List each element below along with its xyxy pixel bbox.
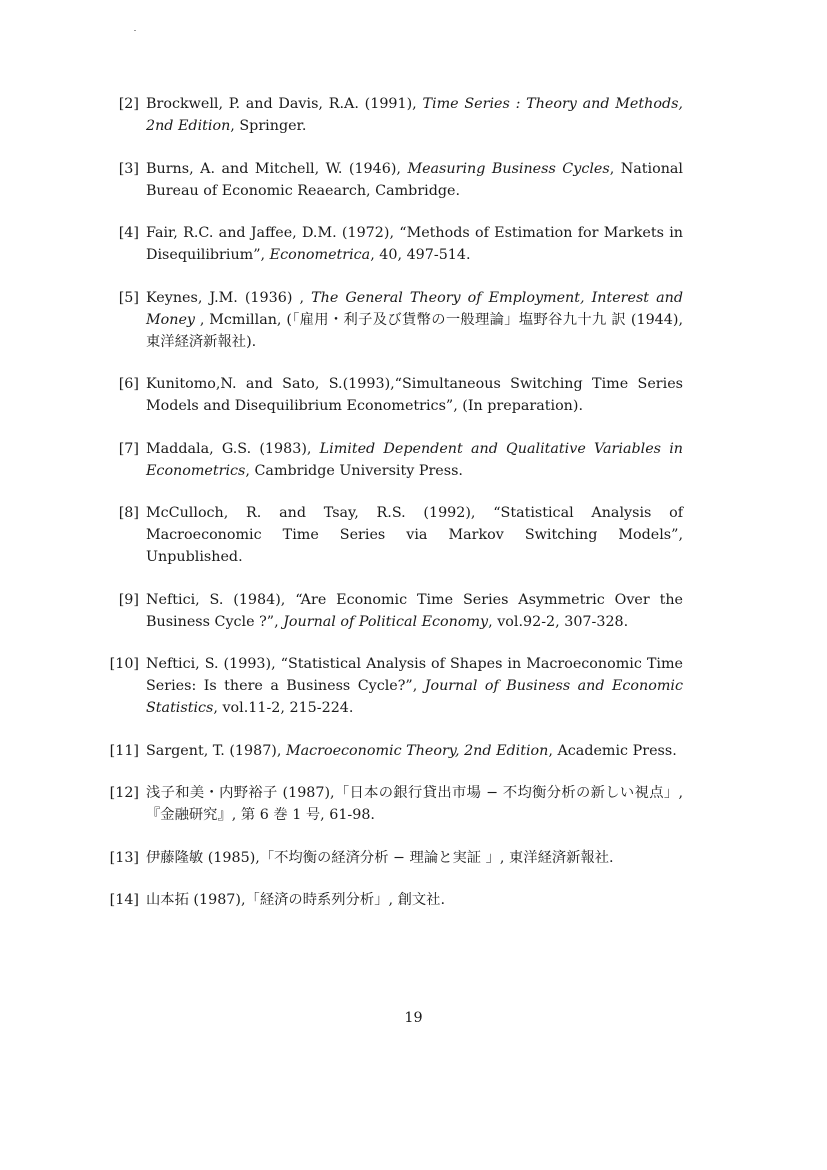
reference-text: McCulloch, R. and Tsay, R.S. (1992), “Statistical Analysis of Macroeconomic Time Series via Markov Switching Models”, Unpublished. bbox=[146, 505, 683, 565]
reference-text: , National Bureau of Economic Reaearch, Cambridge. bbox=[146, 160, 683, 199]
reference-title: The General Theory of Employment, Interest and Money bbox=[146, 289, 683, 328]
reference-item bbox=[108, 373, 683, 417]
reference-text: 伊藤隆敏 (1985),「不均衡の経済分析 − 理論と実証 」, 東洋経済新報社. bbox=[146, 849, 614, 866]
reference-item bbox=[108, 740, 683, 762]
reference-number: [10] bbox=[109, 656, 139, 672]
scan-speck bbox=[134, 30, 136, 31]
reference-text: Neftici, S. (1984), “Are Economic Time Series Asymmetric Over the Business Cycle ?”, bbox=[146, 591, 683, 630]
reference-number: [7] bbox=[118, 440, 139, 457]
reference-number: [8] bbox=[118, 505, 139, 521]
reference-text: , Springer. bbox=[230, 118, 307, 134]
reference-text: Sargent, T. (1987), bbox=[146, 742, 286, 759]
reference-item bbox=[108, 782, 683, 826]
reference-number: [4] bbox=[118, 225, 139, 241]
reference-item bbox=[108, 653, 683, 719]
reference-text: Keynes, J.M. (1936) , bbox=[146, 289, 312, 306]
reference-text: Kunitomo,N. and Sato, S.(1993),“Simultaneous Switching Time Series Models and Disequilibrium Econometrics”, (In preparation). bbox=[146, 376, 683, 414]
reference-title: Limited Dependent and Qualitative Variables in Econometrics bbox=[146, 440, 683, 479]
reference-title: Econometrica bbox=[269, 247, 371, 263]
reference-title: Journal of Political Economy bbox=[283, 613, 489, 630]
reference-number: [13] bbox=[109, 849, 139, 866]
reference-text: Fair, R.C. and Jaffee, D.M. (1972), “Methods of Estimation for Markets in Disequilibrium”, bbox=[146, 225, 683, 263]
reference-list bbox=[108, 93, 683, 932]
page-number: 19 bbox=[404, 1010, 423, 1026]
reference-number: [6] bbox=[118, 376, 139, 392]
reference-item bbox=[108, 589, 683, 633]
reference-number: [2] bbox=[118, 96, 139, 112]
reference-title: Measuring Business Cycles bbox=[407, 160, 610, 177]
reference-text: , Cambridge University Press. bbox=[245, 462, 463, 479]
reference-item bbox=[108, 287, 683, 353]
reference-number: [3] bbox=[118, 160, 139, 177]
reference-item bbox=[108, 158, 683, 202]
reference-text: , Academic Press. bbox=[548, 742, 677, 759]
reference-text: , Mcmillan, (「雇用・利子及び貨幣の一般理論」塩野谷九十九 訳 (1944), 東洋経済新報社). bbox=[146, 311, 683, 350]
reference-item bbox=[108, 438, 683, 482]
reference-text: , 40, 497-514. bbox=[370, 247, 471, 263]
reference-title: Journal of Business and Economic Statistics bbox=[146, 678, 683, 716]
reference-text: , vol.92-2, 307-328. bbox=[488, 613, 629, 630]
reference-title: Macroeconomic Theory, 2nd Edition bbox=[285, 742, 549, 759]
reference-item bbox=[108, 889, 683, 911]
reference-text: Neftici, S. (1993), “Statistical Analysis of Shapes in Macroeconomic Time Series: Is there a Business Cycle?”, bbox=[146, 656, 683, 694]
reference-text: 浅子和美・内野裕子 (1987),「日本の銀行貸出市場 − 不均衡分析の新しい視点」,『金融研究』, 第 6 巻 1 号, 61-98. bbox=[146, 785, 683, 823]
reference-text: Brockwell, P. and Davis, R.A. (1991), bbox=[146, 96, 423, 112]
reference-number: [12] bbox=[109, 785, 139, 801]
reference-number: [9] bbox=[118, 591, 139, 608]
reference-item bbox=[108, 502, 683, 568]
reference-title: Time Series : Theory and Methods, 2nd Edition bbox=[146, 96, 683, 134]
reference-text: , vol.11-2, 215-224. bbox=[213, 700, 354, 716]
reference-item bbox=[108, 222, 683, 266]
reference-item bbox=[108, 93, 683, 137]
reference-text: Burns, A. and Mitchell, W. (1946), bbox=[146, 160, 408, 177]
reference-text: 山本拓 (1987),「経済の時系列分析」, 創文社. bbox=[146, 892, 446, 908]
reference-number: [5] bbox=[118, 289, 139, 306]
reference-number: [11] bbox=[109, 742, 139, 759]
reference-item bbox=[108, 847, 683, 869]
reference-text: Maddala, G.S. (1983), bbox=[146, 440, 320, 457]
reference-number: [14] bbox=[109, 892, 139, 908]
